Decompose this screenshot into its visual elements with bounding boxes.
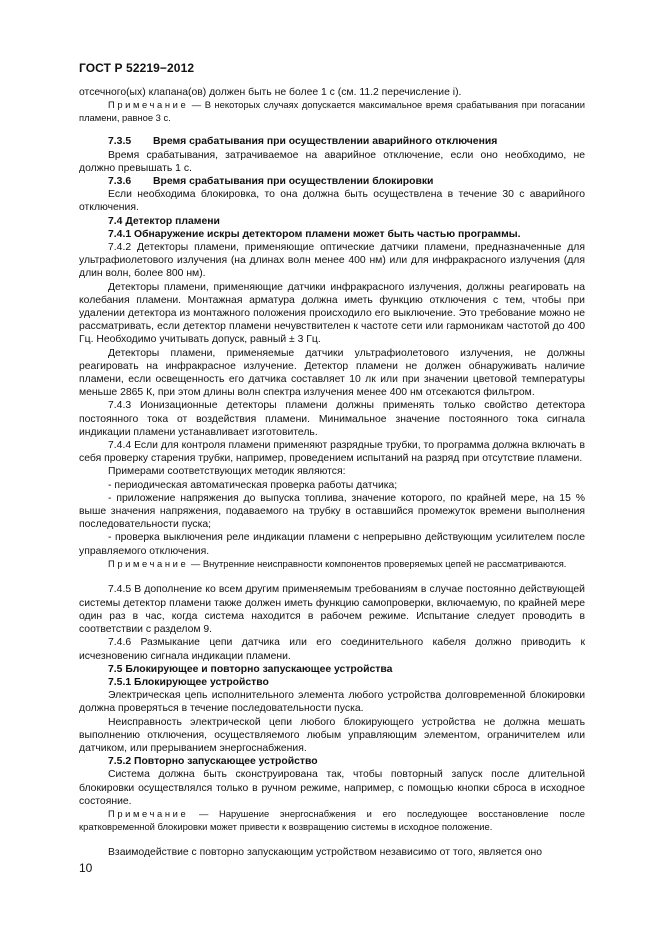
body-paragraph: 7.4.3 Ионизационные детекторы пламени должны применять только свойство детектора постоянного тока от воздействия пламени. Минимальное значение постоянного тока сигнала индикации пламени устанавливает изготовитель.	[79, 400, 585, 438]
document-body	[79, 86, 585, 859]
body-paragraph: Неисправность электрической цепи любого блокирующего устройства не должна мешать выполнению отключения, осуществляемого любым управляющим элементом, ограничителем или датчиком, или прерыванием энергоснабжения.	[79, 716, 585, 754]
note-label: Примечание	[108, 807, 189, 819]
body-paragraph: отсечного(ых) клапана(ов) должен быть не более 1 с (см. 11.2 перечисление i).	[79, 87, 462, 98]
section-title: Время срабатывания при осуществлении аварийного отключения	[153, 136, 498, 148]
body-paragraph: 7.4.6 Размыкание цепи датчика или его соединительного кабеля должно приводить к исчезновению сигнала индикации пламени.	[79, 637, 585, 662]
note-label: Примечание	[108, 557, 189, 569]
body-paragraph: 7.4.4 Если для контроля пламени применяют разрядные трубки, то программа должна включать в себя проверку старения трубки, например, проведением испытаний на разряд при отсутствие пламени.	[79, 440, 585, 465]
note-paragraph	[79, 558, 585, 571]
section-heading: 7.5.2 Повторно запускающее устройство	[108, 756, 318, 768]
note-paragraph	[79, 99, 585, 124]
note-label: Примечание	[108, 99, 189, 111]
section-heading	[79, 175, 585, 188]
body-paragraph: Электрическая цепь исполнительного элемента любого устройства долговременной блокировки должна проверяться в течение последовательности пуска.	[79, 690, 585, 715]
body-paragraph: Детекторы пламени, применяемые датчики ультрафиолетового излучения, не должны реагировать на инфракрасное излучение. Детектор пламени не должен обнаруживать наличие пламени, если освещенность его датчика составляет 10 лк или при значении цветовой температуры меньше 2865 К, при этом длины волн спектра излучения менее 400 нм отсекаются фильтром.	[79, 347, 585, 399]
section-heading: 7.5.1 Блокирующее устройство	[108, 676, 269, 688]
section-number: 7.3.5	[108, 136, 132, 148]
section-heading	[79, 135, 585, 148]
body-paragraph: Если необходима блокировка, то она должна быть осуществлена в течение 30 с аварийного отключения.	[79, 189, 585, 214]
body-paragraph: Взаимодействие с повторно запускающим устройством независимо от того, является оно	[108, 847, 543, 859]
spacer	[79, 833, 585, 846]
body-paragraph: - проверка выключения реле индикации пламени с непрерывно действующим усилителем после управляемого отключения.	[79, 532, 585, 557]
section-heading: 7.5 Блокирующее и повторно запускающее устройства	[108, 663, 393, 675]
note-paragraph	[79, 808, 585, 833]
body-paragraph: Детекторы пламени, применяющие датчики инфракрасного излучения, должны реагировать на колебания пламени. Монтажная арматура должна иметь функцию отключения с тем, чтобы при удалении детектора из монтажного положения происходило его выключение. Это требование можно не рассматривать, если детектор пламени нечувствителен к частоте сети или гармоникам частотой до 400 Гц. Необходимо учитывать допуск, равный ± 3 Гц.	[79, 281, 585, 346]
document-header: ГОСТ Р 52219−2012	[79, 61, 195, 75]
page-number: 10	[79, 861, 93, 875]
section-heading: 7.4.1 Обнаружение искры детектором пламени может быть частью программы.	[108, 228, 521, 240]
section-title: Время срабатывания при осуществлении блокировки	[153, 176, 434, 187]
note-text: — Нарушение энергоснабжения и его последующее восстановление после кратковременной блокировки может привести к возвращению системы в исходное положение.	[79, 807, 585, 832]
body-paragraph: 7.4.2 Детекторы пламени, применяющие оптические датчики пламени, предназначенные для ультрафиолетового излучения (на длинах волн менее 400 нм) или для инфракрасного излучения (для длин волн, более 800 нм).	[79, 242, 585, 280]
spacer	[79, 570, 585, 583]
spacer	[79, 124, 585, 135]
body-paragraph: Система должна быть сконструирована так, чтобы повторный запуск после длительной блокировки осуществлялся только в ручном режиме, например, с помощью кнопки сброса в исходное состояние.	[79, 769, 585, 807]
body-paragraph: 7.4.5 В дополнение ко всем другим применяемым требованиям в случае постоянно действующей системы детектор пламени также должен иметь функцию самопроверки, включаемую, по крайней мере один раз в час, когда система находится в рабочем режиме. Испытание следует проводить в соответствии с разделом 9.	[79, 584, 585, 636]
body-paragraph: Примерами соответствующих методик являются:	[108, 466, 346, 478]
note-text: — Внутренние неисправности компонентов проверяемых цепей не рассматриваются.	[188, 557, 567, 569]
section-heading: 7.4 Детектор пламени	[108, 215, 220, 227]
note-text: — В некоторых случаях допускается максимальное время срабатывания при погасании пламени, равное 3 с.	[79, 99, 585, 123]
body-paragraph: Время срабатывания, затрачиваемое на аварийное отключение, если оно необходимо, не должно превышать 1 с.	[79, 149, 585, 174]
body-paragraph: - приложение напряжения до выпуска топлива, значение которого, по крайней мере, на 15 % выше значения напряжения, подаваемого на трубку в оставшийся промежуток времени выполнения последовательности пуска;	[79, 492, 585, 531]
body-paragraph: - периодическая автоматическая проверка работы датчика;	[108, 479, 398, 491]
section-number: 7.3.6	[108, 176, 132, 187]
